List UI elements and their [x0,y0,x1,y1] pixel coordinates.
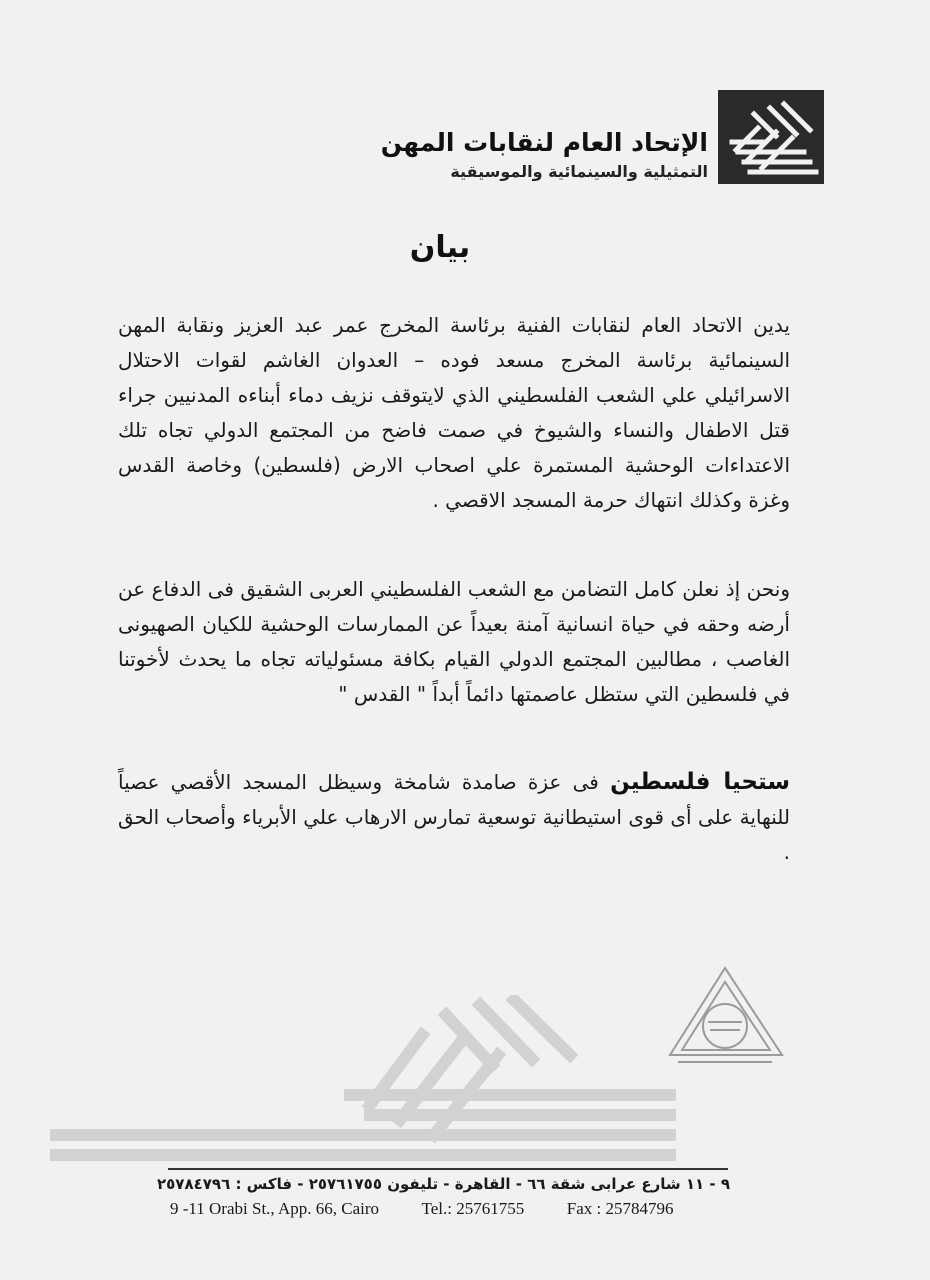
paragraph-2: ونحن إذ نعلن كامل التضامن مع الشعب الفلسطيني العربى الشقيق فى الدفاع عن أرضه وحقه في حياة انسانية آمنة بعيداً عن الممارسات الوحشية للكيان الصهيونى الغاصب ، مطالبين المجتمع الدولي القيام بكافة مسئولياته تجاه ما يحدث لأخوتنا في فلسطين التي ستظل عاصمتها دائماً أبداً " القدس " [118,577,790,706]
paragraph-3 [118,765,790,870]
org-name: الإتحاد العام لنقابات المهن [380,128,708,157]
union-logo-icon [718,90,824,184]
closing-emphasis: ستحيا فلسطين [610,769,790,795]
org-heading [381,126,708,184]
footer-arabic-address: ٩ - ١١ شارع عرابى شقة ٦٦ - القاهرة - تليفون ٢٥٧٦١٧٥٥ - فاكس : ٢٥٧٨٤٧٩٦ [156,1175,730,1193]
union-logo-watermark [50,995,850,1165]
footer-fax: Fax : 25784796 [566,1199,674,1218]
document-title: بيان [409,230,471,265]
footer-english-contact [170,1198,673,1220]
footer-divider [168,1168,728,1170]
paragraph-1: يدين الاتحاد العام لنقابات الفنية برئاسة المخرج عمر عبد العزيز ونقابة المهن السينمائية برئاسة المخرج مسعد فوده – العدوان الغاشم لقوات الاحتلال الاسرائيلي علي الشعب الفلسطيني الذي لايتوقف نزيف دماء أبناءه المدنيين جراء قتل الاطفال والنساء والشيوخ في صمت فاضح من المجتمع الدولي تجاه تلك الاعتداءات الوحشية المستمرة علي اصحاب الارض (فلسطين) وخاصة القدس وغزة وكذلك انتهاك حرمة المسجد الاقصي . [118,313,790,512]
footer-tel: Tel.: 25761755 [421,1199,525,1218]
footer-address: 9 -11 Orabi St., App. 66, Cairo [170,1199,380,1218]
closing-text: فى عزة صامدة شامخة وسيظل المسجد الأقصي عصياً للنهاية على أى قوى استيطانية توسعية تمارس الارهاب علي الأبرياء وأصحاب الحق . [118,770,790,864]
org-subtitle: التمثيلية والسينمائية والموسيقية [450,162,708,181]
